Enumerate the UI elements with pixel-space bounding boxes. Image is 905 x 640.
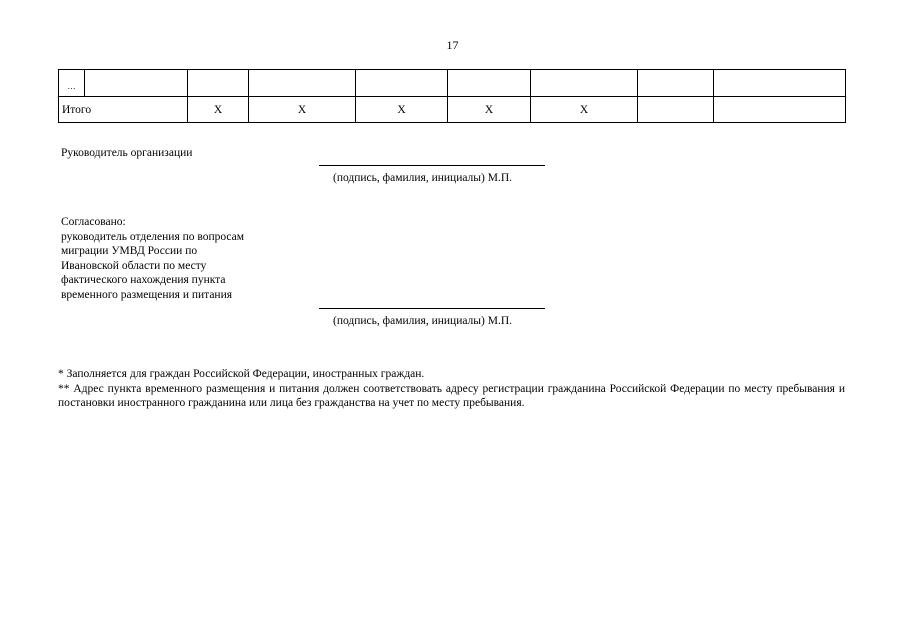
total-cell: Х (356, 97, 448, 123)
table-cell (714, 70, 846, 97)
total-label: Итого (59, 97, 188, 123)
signature-caption: (подпись, фамилия, инициалы) М.П. (333, 315, 513, 327)
agreed-line: миграции УМВД России по (61, 245, 198, 257)
table-cell (638, 70, 714, 97)
total-cell: Х (531, 97, 638, 123)
signature-caption: (подпись, фамилия, инициалы) М.П. (333, 172, 513, 184)
agreed-line: фактического нахождения пункта (61, 274, 226, 286)
agreed-line: руководитель отделения по вопросам (61, 230, 245, 243)
table-row (59, 70, 846, 97)
total-cell (714, 97, 846, 123)
table-cell-first (59, 70, 188, 97)
page-number: 17 (446, 38, 459, 52)
agreed-line: Ивановской области по месту (61, 259, 207, 272)
signature-line (319, 308, 545, 309)
signature-line (319, 165, 545, 166)
head-label: Руководитель организации (61, 147, 193, 159)
total-cell: Х (448, 97, 531, 123)
table-row-total (59, 97, 846, 123)
total-cell: Х (249, 97, 356, 123)
agreed-line: Согласовано: (61, 216, 126, 228)
ellipsis-cell: … (59, 70, 85, 96)
footnote-1: * Заполняется для граждан Российской Федерации, иностранных граждан. (58, 368, 425, 380)
footnote-2: ** Адрес пункта временного размещения и питания должен соответствовать адресу регистрации гражданина Российской Федерации по месту пребывания и постановки иностранного гражданина или лица без гражданства на учет по месту пребывания. (58, 383, 845, 409)
agreed-block (61, 215, 244, 302)
table-cell (448, 70, 531, 97)
total-cell (638, 97, 714, 123)
table-cell (249, 70, 356, 97)
agreed-line: временного размещения и питания (61, 288, 233, 301)
total-cell: Х (188, 97, 249, 123)
summary-table (58, 69, 846, 123)
table-cell (356, 70, 448, 97)
table-cell (188, 70, 249, 97)
table-cell (531, 70, 638, 97)
